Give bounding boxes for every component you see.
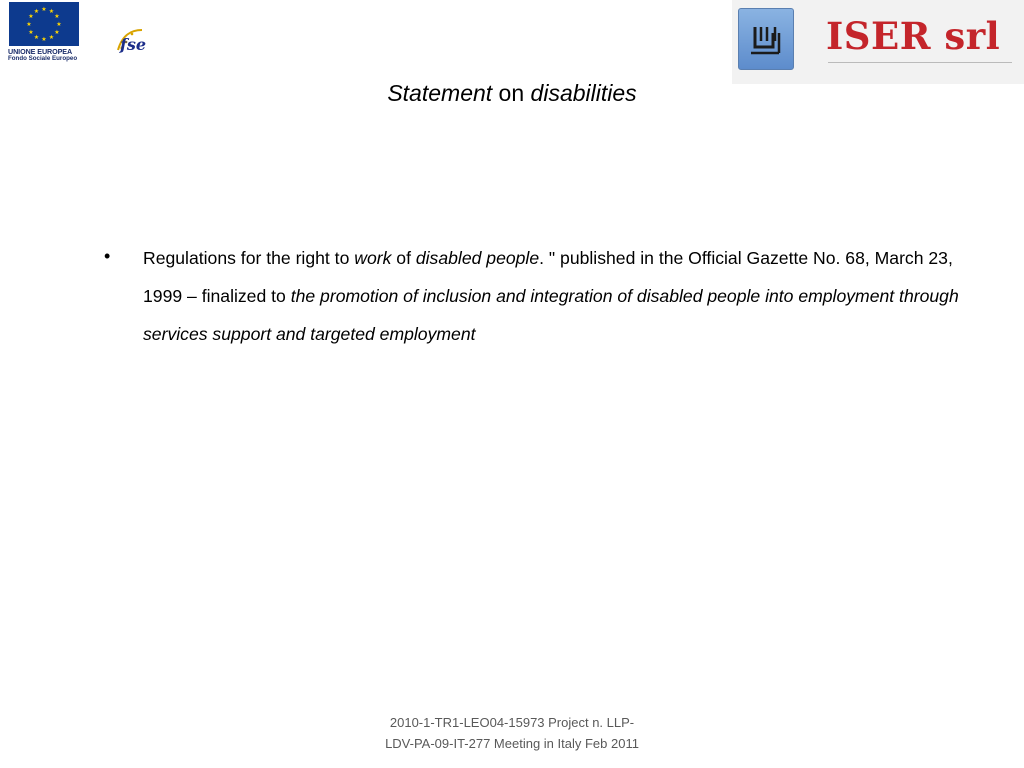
svg-text:★: ★	[33, 8, 40, 15]
eu-logo	[8, 2, 80, 64]
bullet-marker: •	[104, 246, 111, 266]
iser-logo-underline	[828, 62, 1012, 63]
slide-title	[0, 80, 1024, 107]
iser-monogram-icon	[738, 8, 794, 70]
bullet-text-5: . " published in the Official Gazette No. 68, March 23, 1999 – finalized to	[143, 248, 953, 306]
bullet-text-1: Regulations for the right to	[143, 248, 355, 268]
eu-flag-icon	[9, 2, 79, 46]
svg-text:★: ★	[54, 29, 60, 36]
svg-text:★: ★	[54, 13, 60, 20]
title-part-disabilities: disabilities	[530, 80, 637, 106]
eu-logo-line1: UNIONE EUROPEA	[8, 47, 73, 56]
svg-text:★: ★	[41, 36, 47, 43]
title-part-on: on	[492, 80, 531, 106]
svg-text:★: ★	[28, 29, 34, 36]
footer-line1: 2010-1-TR1-LEO04-15973 Project n. LLP-	[389, 715, 635, 730]
eu-logo-line2: Fondo Sociale Europeo	[8, 55, 78, 62]
fse-logo	[112, 24, 154, 58]
svg-text:★: ★	[56, 21, 62, 28]
svg-text:★: ★	[48, 34, 55, 41]
iser-logo-text: ISER srl	[826, 14, 1001, 58]
iser-logo	[732, 0, 1024, 84]
svg-text:★: ★	[41, 6, 47, 13]
bullet-text-work: work	[354, 248, 392, 268]
svg-text:★: ★	[28, 13, 34, 20]
svg-text:★: ★	[48, 8, 55, 15]
svg-text:★: ★	[33, 34, 40, 41]
slide-footer	[312, 712, 712, 754]
svg-text:★: ★	[26, 21, 32, 28]
bullet-paragraph	[143, 239, 973, 353]
fse-logo-text: fse	[120, 35, 147, 54]
bullet-text-3: of	[391, 248, 416, 268]
title-part-statement: Statement	[387, 80, 493, 106]
footer-line2: LDV-PA-09-IT-277 Meeting in Italy Feb 2011	[385, 736, 639, 751]
bullet-text-promotion: the promotion of inclusion and integration of disabled people into employment through services support and targeted employment	[143, 286, 959, 344]
bullet-text-disabled-people: disabled people	[415, 248, 540, 268]
